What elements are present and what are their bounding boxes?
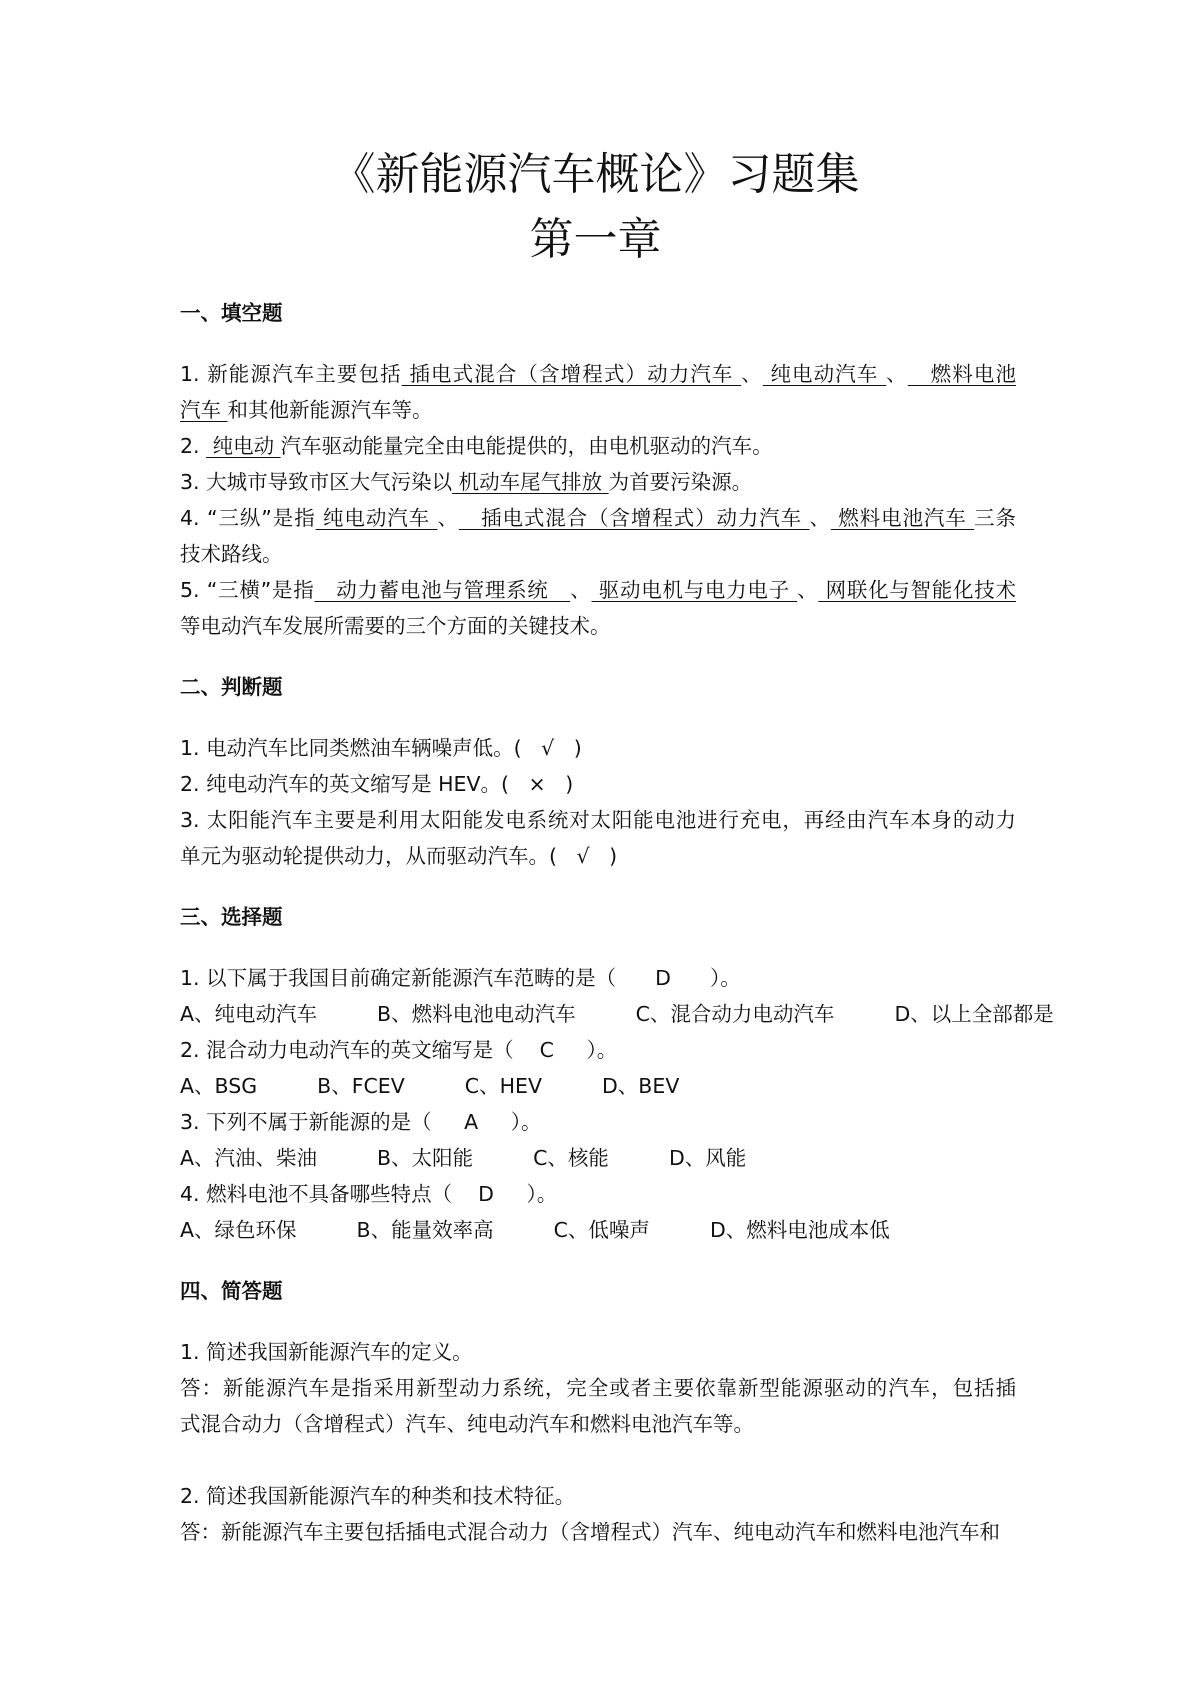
multiple-choice-item: [180, 1032, 1016, 1068]
text-run: 2. 混合动力电动汽车的英文缩写是（ C ）。: [180, 1038, 618, 1062]
text-run: 1. 简述我国新能源汽车的定义。: [180, 1340, 473, 1364]
short-answer-item: [180, 1514, 1016, 1550]
fill-in-blank-item: [180, 464, 1016, 500]
answer-blank: 纯电动汽车: [315, 506, 438, 530]
text-line: [180, 838, 1016, 874]
multiple-choice-section: [180, 899, 1054, 1248]
chapter-title: 第一章: [529, 214, 662, 265]
choice-option: D、BEV: [602, 1074, 680, 1098]
choice-option: D、燃料电池成本低: [709, 1218, 890, 1242]
fill-in-blank-section: [180, 295, 1016, 644]
fill-in-blank-item: [180, 356, 1016, 428]
answer-blank: 插电式混合（含增程式）动力汽车: [458, 506, 810, 530]
text-run: 技术路线。: [180, 542, 283, 566]
choice-option: A、绿色环保: [180, 1218, 297, 1242]
short-answer-section: [180, 1273, 1016, 1550]
answer-blank: 纯电动汽车: [762, 362, 887, 386]
choice-options-row: [180, 1212, 1016, 1248]
short-answer-item: [180, 1370, 1016, 1442]
choice-option: C、混合动力电动汽车: [635, 1002, 835, 1026]
text-line: [180, 960, 1016, 996]
section-heading: 二、判断题: [180, 675, 283, 699]
text-line: [180, 608, 1016, 644]
text-line: [180, 730, 1016, 766]
text-line: [180, 1032, 1016, 1068]
text-run: 5. “三横”是指: [180, 578, 315, 602]
choice-option: C、低噪声: [553, 1218, 650, 1242]
text-line: [180, 1176, 1016, 1212]
choice-option: C、核能: [533, 1146, 609, 1170]
text-line: [180, 356, 1016, 392]
text-line: [180, 428, 1016, 464]
choice-options-row: [180, 1140, 1016, 1176]
text-run: 3. 大城市导致市区大气污染以: [180, 470, 453, 494]
answer-blank: 燃料电池: [907, 362, 1016, 386]
options-list: [180, 1068, 1016, 1104]
text-run: 1. 以下属于我国目前确定新能源汽车范畴的是（ D ）。: [180, 966, 741, 990]
text-run: 、: [809, 506, 831, 530]
answer-blank: 纯电动: [206, 434, 281, 458]
options-list: [180, 996, 1054, 1032]
text-line: [180, 766, 1016, 802]
true-false-item: [180, 802, 1016, 874]
choice-option: A、BSG: [180, 1074, 258, 1098]
text-run: 2.: [180, 434, 207, 458]
text-run: 3. 太阳能汽车主要是利用太阳能发电系统对太阳能电池进行充电，再经由汽车本身的动力: [180, 808, 1016, 832]
text-line: [180, 1514, 1016, 1550]
text-line: [180, 1104, 1016, 1140]
multiple-choice-item: [180, 1104, 1016, 1140]
text-run: 和其他新能源汽车等。: [227, 398, 433, 422]
text-line: [180, 536, 1016, 572]
text-run: 三条: [974, 506, 1016, 530]
document-title: 《新能源汽车概论》习题集: [331, 149, 860, 200]
choice-option: A、纯电动汽车: [180, 1002, 318, 1026]
choice-options-row: [180, 1068, 1016, 1104]
text-run: 单元为驱动轮提供动力，从而驱动汽车。( √ ): [180, 844, 618, 868]
text-run: 答：新能源汽车主要包括插电式混合动力（含增程式）汽车、纯电动汽车和燃料电池汽车和: [180, 1520, 1000, 1544]
fill-in-blank-item: [180, 500, 1016, 572]
text-line: [180, 464, 1016, 500]
text-run: 、: [437, 506, 459, 530]
options-list: [180, 1212, 1016, 1248]
text-run: 式混合动力（含增程式）汽车、纯电动汽车和燃料电池汽车等。: [180, 1412, 754, 1436]
answer-blank: 驱动电机与电力电子: [591, 578, 798, 602]
answer-blank: 网联化与智能化技术: [818, 578, 1016, 602]
text-run: 、: [797, 578, 819, 602]
choice-option: B、太阳能: [377, 1146, 474, 1170]
short-answer-item: [180, 1478, 1016, 1514]
text-run: 汽车驱动能量完全由电能提供的，由电机驱动的汽车。: [280, 434, 773, 458]
choice-options-row: [180, 996, 1054, 1032]
fill-in-blank-item: [180, 428, 1016, 464]
answer-blank: 汽车: [180, 398, 228, 422]
multiple-choice-item: [180, 1176, 1016, 1212]
text-run: 、: [741, 362, 763, 386]
short-answer-item: [180, 1334, 1016, 1370]
text-line: [180, 1370, 1016, 1406]
text-line: [180, 392, 1016, 428]
text-run: 1. 电动汽车比同类燃油车辆噪声低。( √ ): [180, 736, 582, 760]
text-run: 2. 纯电动汽车的英文缩写是 HEV。( × ): [180, 772, 574, 796]
text-run: 4. “三纵”是指: [180, 506, 316, 530]
answer-blank: 机动车尾气排放: [452, 470, 609, 494]
true-false-item: [180, 730, 1016, 766]
section-heading: 三、选择题: [180, 905, 283, 929]
text-run: 2. 简述我国新能源汽车的种类和技术特征。: [180, 1484, 576, 1508]
section-heading: 四、简答题: [180, 1279, 283, 1303]
choice-option: A、汽油、柴油: [180, 1146, 318, 1170]
fill-in-blank-item: [180, 572, 1016, 644]
text-line: [180, 572, 1016, 608]
true-false-section: [180, 669, 1016, 874]
answer-blank: 燃料电池汽车: [830, 506, 975, 530]
text-line: [180, 500, 1016, 536]
text-line: [180, 1334, 1016, 1370]
choice-option: C、HEV: [464, 1074, 543, 1098]
answer-blank: 插电式混合（含增程式）动力汽车: [401, 362, 742, 386]
choice-option: D、以上全部都是: [894, 1002, 1054, 1026]
exercise-content: [180, 295, 1054, 1550]
choice-option: B、燃料电池电动汽车: [377, 1002, 576, 1026]
text-line: [180, 1406, 1016, 1442]
text-line: [180, 802, 1016, 838]
section-heading: 一、填空题: [180, 301, 283, 325]
text-line: [180, 1478, 1016, 1514]
options-list: [180, 1140, 1016, 1176]
multiple-choice-item: [180, 960, 1016, 996]
text-run: 等电动汽车发展所需要的三个方面的关键技术。: [180, 614, 611, 638]
choice-option: B、FCEV: [317, 1074, 405, 1098]
text-run: 、: [886, 362, 908, 386]
answer-blank: 动力蓄电池与管理系统: [314, 578, 571, 602]
text-run: 为首要污染源。: [608, 470, 753, 494]
text-run: 答：新能源汽车是指采用新型动力系统，完全或者主要依靠新型能源驱动的汽车，包括插: [180, 1376, 1016, 1400]
choice-option: D、风能: [668, 1146, 747, 1170]
true-false-item: [180, 766, 1016, 802]
text-run: 3. 下列不属于新能源的是（ A ）。: [180, 1110, 542, 1134]
text-run: 、: [570, 578, 592, 602]
text-run: 1. 新能源汽车主要包括: [180, 362, 402, 386]
text-run: 4. 燃料电池不具备哪些特点（ D ）。: [180, 1182, 558, 1206]
choice-option: B、能量效率高: [356, 1218, 494, 1242]
